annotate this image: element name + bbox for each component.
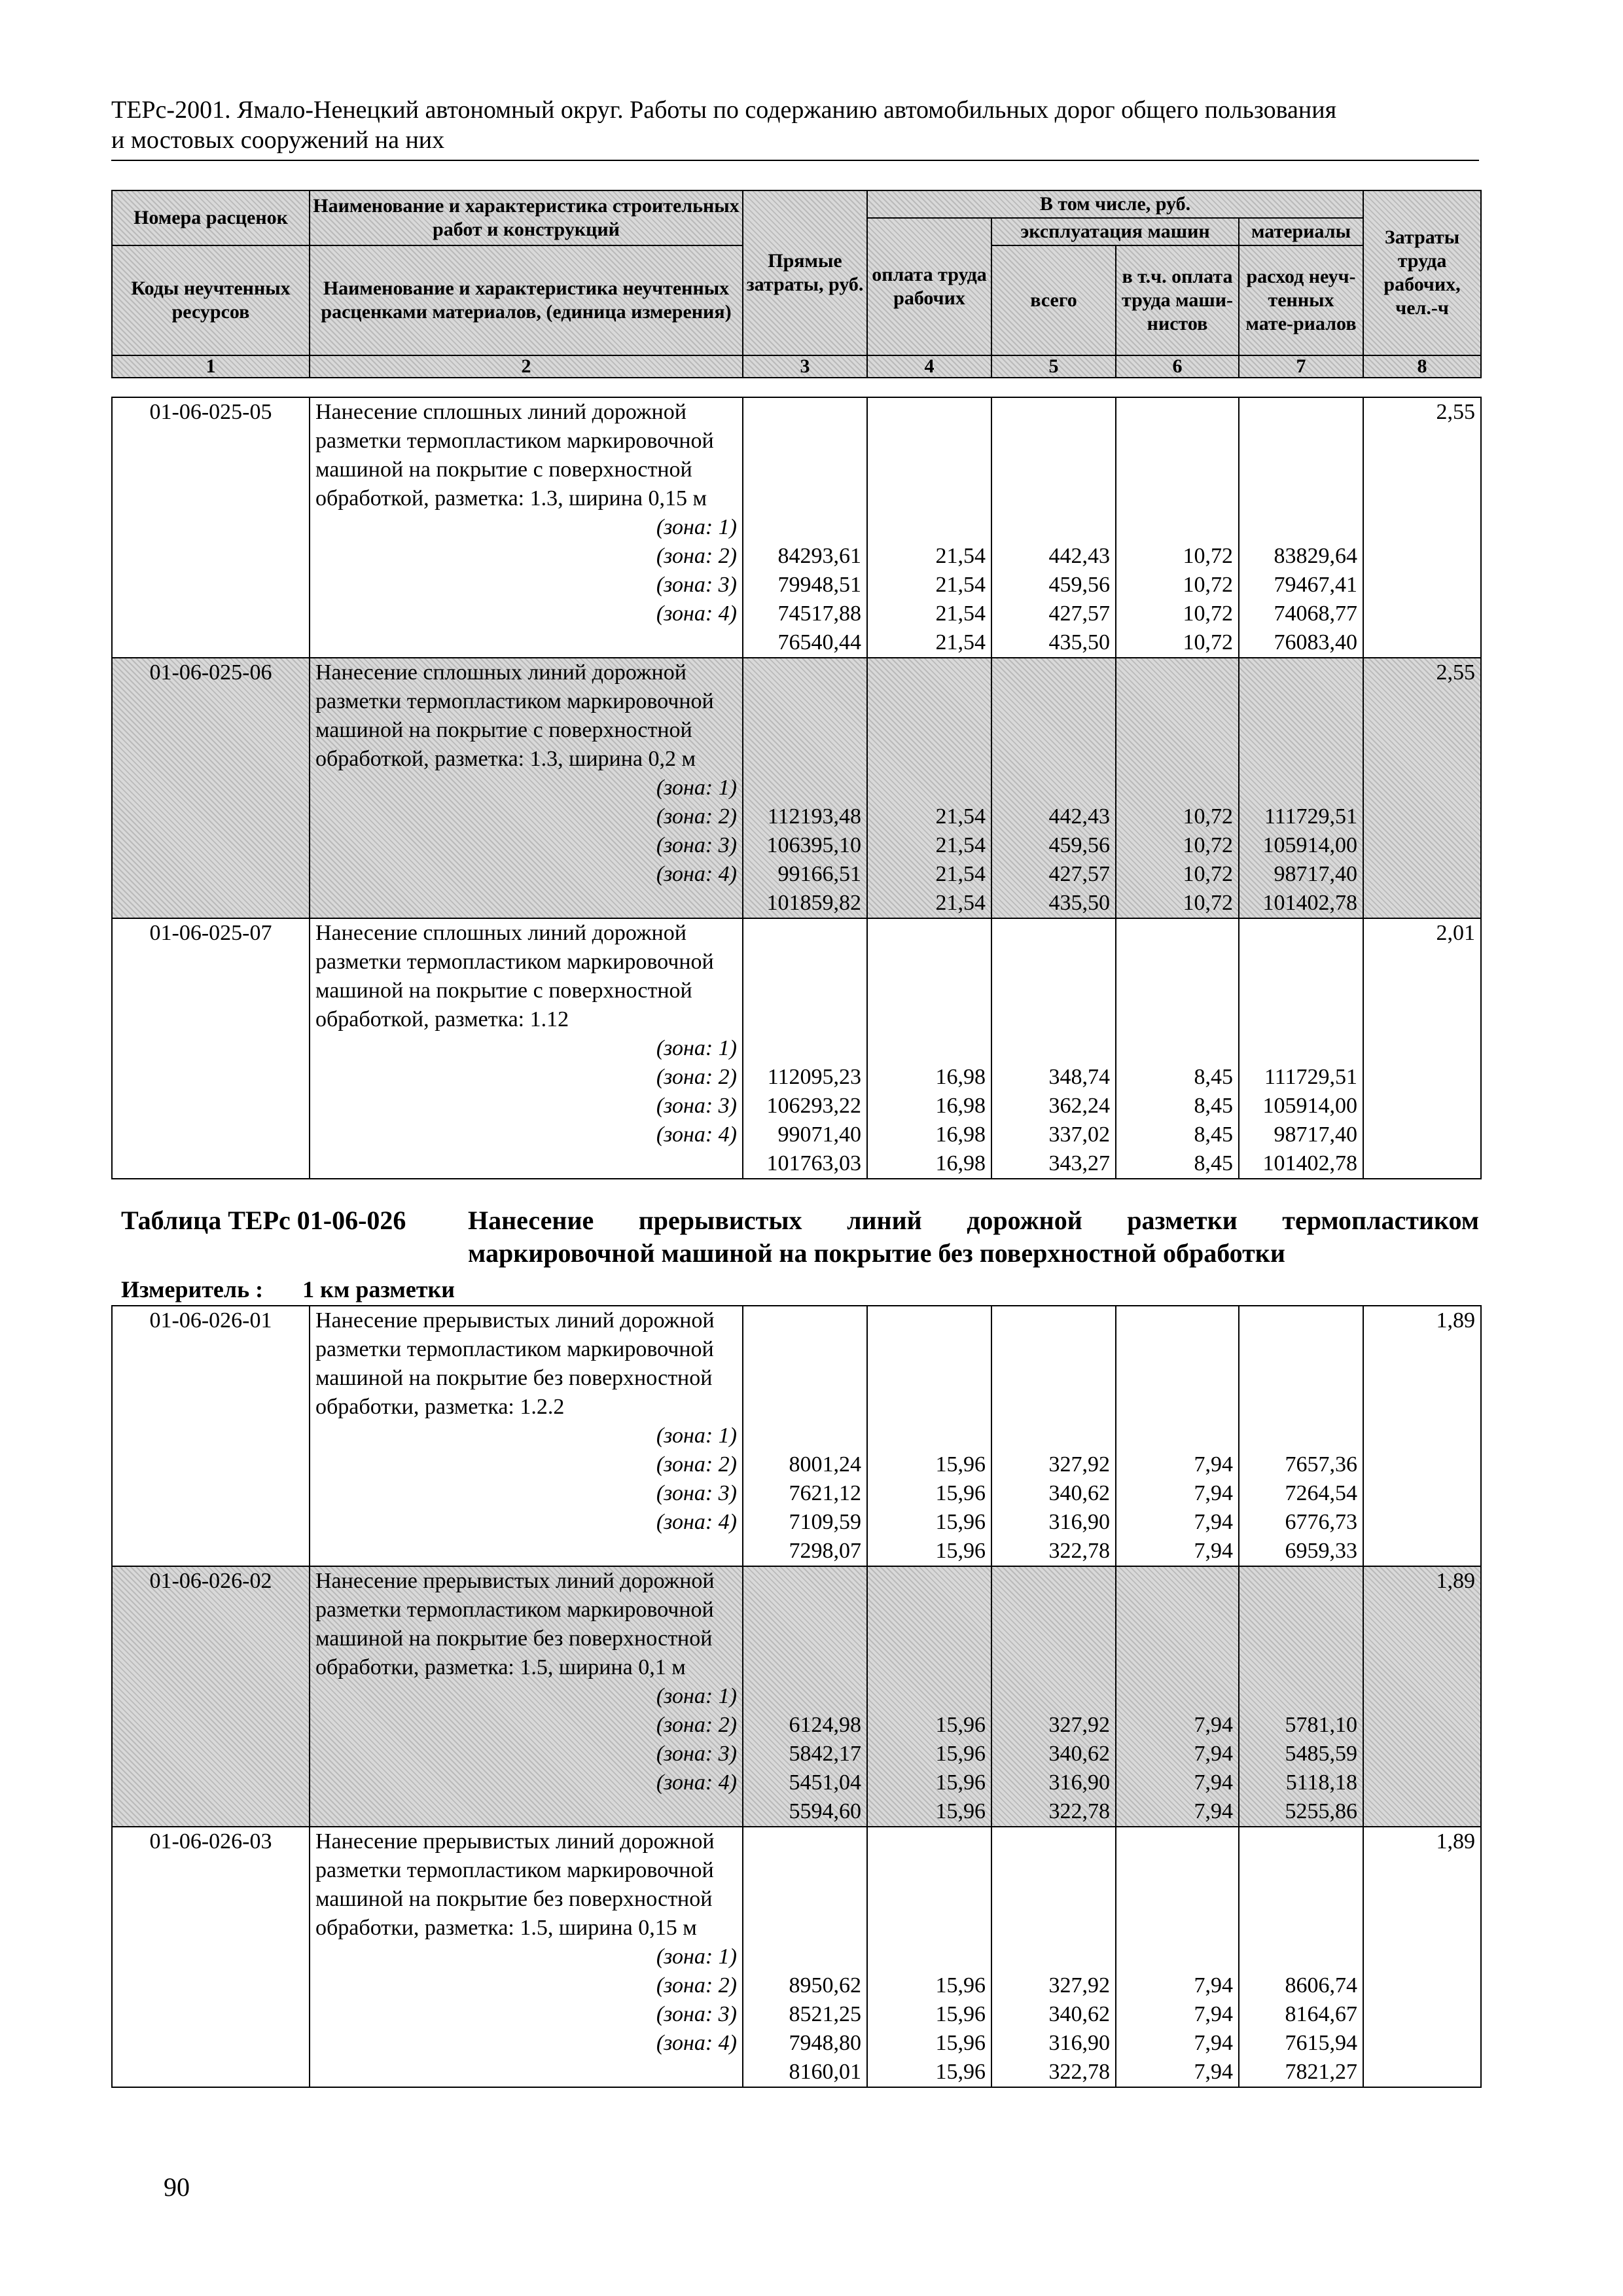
direct-costs-value: 99166,51 — [777, 862, 861, 886]
machinist-wages-value: 8,45 — [1194, 1094, 1233, 1118]
labor-costs: 2,01 — [1363, 918, 1481, 1179]
direct-costs-value: 5451,04 — [789, 1770, 861, 1795]
worker-wages-value: 15,96 — [935, 2002, 986, 2026]
machine-costs-value: 459,56 — [1048, 833, 1110, 857]
work-description-text: Нанесение прерывистых линий дорожной разметки термопластиком маркировочной машиной на покрытие без поверхностной обработки, разметка: 1.5, ширина 0,1 м — [315, 1569, 715, 1679]
work-description — [310, 397, 743, 658]
column-number: 7 — [1239, 355, 1363, 378]
zone-label: (зона: 3) — [656, 2002, 737, 2026]
material-costs-value: 111729,51 — [1264, 804, 1357, 829]
column-number: 4 — [867, 355, 991, 378]
machine-costs-value: 316,90 — [1048, 1510, 1110, 1534]
direct-costs-value: 7298,07 — [789, 1539, 861, 1563]
zone-label: (зона: 3) — [656, 573, 737, 597]
material-costs-value: 74068,77 — [1274, 601, 1357, 626]
zone-label: (зона: 3) — [656, 1742, 737, 1766]
direct-costs-value: 79948,51 — [777, 573, 861, 597]
header-including: В том числе, руб. — [867, 190, 1363, 218]
direct-costs-value: 112193,48 — [767, 804, 861, 829]
material-costs-value: 105914,00 — [1262, 833, 1357, 857]
machine-costs-value: 322,78 — [1048, 2060, 1110, 2084]
header-work-name: Наименование и характеристика строительных работ и конструкций — [310, 190, 743, 245]
direct-costs-value: 5594,60 — [789, 1799, 861, 1823]
material-costs-value: 98717,40 — [1274, 862, 1357, 886]
machinist-wages-value: 10,72 — [1183, 544, 1233, 568]
material-costs-value: 83829,64 — [1274, 544, 1357, 568]
machine-costs-value: 316,90 — [1048, 2031, 1110, 2055]
column-number: 6 — [1116, 355, 1239, 378]
machine-costs-value: 316,90 — [1048, 1770, 1110, 1795]
column-number: 2 — [310, 355, 743, 378]
machinist-wages — [1116, 658, 1239, 918]
worker-wages-value: 16,98 — [935, 1151, 986, 1175]
machinist-wages-value: 7,94 — [1194, 1510, 1233, 1534]
machine-costs — [991, 1827, 1116, 2087]
rate-code: 01-06-025-07 — [112, 918, 310, 1179]
machinist-wages-value: 7,94 — [1194, 1770, 1233, 1795]
page-number: 90 — [164, 2172, 190, 2202]
direct-costs — [743, 918, 867, 1179]
worker-wages — [867, 918, 991, 1179]
material-costs-value: 8164,67 — [1285, 2002, 1357, 2026]
machine-costs-value: 322,78 — [1048, 1539, 1110, 1563]
header-machines-total: всего — [991, 245, 1116, 355]
measure-unit-value: 1 км разметки — [302, 1276, 455, 1302]
machinist-wages-value: 8,45 — [1194, 1122, 1233, 1147]
labor-costs: 2,55 — [1363, 397, 1481, 658]
machinist-wages-value: 10,72 — [1183, 891, 1233, 915]
work-description-text: Нанесение сплошных линий дорожной разметки термопластиком маркировочной машиной на покрытие с поверхностной обработкой, разметка: 1.3, ширина 0,15 м — [315, 400, 714, 511]
material-costs-value: 7657,36 — [1285, 1452, 1357, 1477]
header-labor-costs: Затраты труда рабочих, чел.-ч — [1363, 190, 1481, 355]
material-costs-value: 6776,73 — [1285, 1510, 1357, 1534]
material-costs — [1239, 1306, 1363, 1566]
zone-label: (зона: 1) — [656, 1945, 737, 1969]
material-costs-value: 5118,18 — [1285, 1770, 1357, 1795]
worker-wages-value: 15,96 — [935, 1770, 986, 1795]
material-costs-value: 79467,41 — [1274, 573, 1357, 597]
column-number: 3 — [743, 355, 867, 378]
column-number: 1 — [112, 355, 310, 378]
direct-costs-value: 8001,24 — [789, 1452, 861, 1477]
zone-label: (зона: 3) — [656, 1481, 737, 1505]
material-costs — [1239, 1827, 1363, 2087]
machinist-wages — [1116, 1566, 1239, 1827]
work-description — [310, 918, 743, 1179]
worker-wages-value: 21,54 — [935, 862, 986, 886]
header-wages: оплата труда рабочих — [867, 218, 991, 355]
worker-wages-value: 21,54 — [935, 544, 986, 568]
zone-label: (зона: 4) — [656, 1510, 737, 1534]
material-costs — [1239, 1566, 1363, 1827]
worker-wages-value: 15,96 — [935, 2060, 986, 2084]
machine-costs-value: 337,02 — [1048, 1122, 1110, 1147]
direct-costs-value: 99071,40 — [777, 1122, 861, 1147]
worker-wages — [867, 1566, 991, 1827]
work-description-text: Нанесение прерывистых линий дорожной разметки термопластиком маркировочной машиной на покрытие без поверхностной обработки, разметка: 1.2.2 — [315, 1308, 715, 1419]
header-machines: эксплуатация машин — [991, 218, 1239, 245]
material-costs-value: 7264,54 — [1285, 1481, 1357, 1505]
rates-table-header — [111, 190, 1482, 378]
material-costs-value: 105914,00 — [1262, 1094, 1357, 1118]
machine-costs — [991, 397, 1116, 658]
worker-wages-value: 21,54 — [935, 630, 986, 655]
material-costs-value: 7615,94 — [1285, 2031, 1357, 2055]
material-costs-value: 5781,10 — [1285, 1713, 1357, 1737]
running-header-line-2: и мостовых сооружений на них — [111, 126, 445, 154]
machinist-wages-value: 10,72 — [1183, 804, 1233, 829]
worker-wages-value: 15,96 — [935, 1742, 986, 1766]
direct-costs-value: 5842,17 — [789, 1742, 861, 1766]
zone-label: (зона: 3) — [656, 1094, 737, 1118]
worker-wages-value: 15,96 — [935, 1713, 986, 1737]
header-materials: материалы — [1239, 218, 1363, 245]
machinist-wages — [1116, 1306, 1239, 1566]
rate-code: 01-06-026-01 — [112, 1306, 310, 1566]
worker-wages-value: 15,96 — [935, 2031, 986, 2055]
machinist-wages-value: 10,72 — [1183, 862, 1233, 886]
direct-costs-value: 8160,01 — [789, 2060, 861, 2084]
worker-wages-value: 21,54 — [935, 573, 986, 597]
worker-wages-value: 15,96 — [935, 1481, 986, 1505]
table-title: Нанесение прерывистых линий дорожной разметки термопластиком маркировочной машиной на покрытие без поверхностной обработки — [468, 1206, 1479, 1268]
machinist-wages-value: 7,94 — [1194, 2002, 1233, 2026]
direct-costs-value: 6124,98 — [789, 1713, 861, 1737]
direct-costs-value: 8950,62 — [789, 1973, 861, 1998]
worker-wages-value: 15,96 — [935, 1973, 986, 1998]
machine-costs-value: 322,78 — [1048, 1799, 1110, 1823]
worker-wages-value: 16,98 — [935, 1122, 986, 1147]
direct-costs-value: 7109,59 — [789, 1510, 861, 1534]
machinist-wages-value: 7,94 — [1194, 2060, 1233, 2084]
machinist-wages — [1116, 397, 1239, 658]
direct-costs-value: 7621,12 — [789, 1481, 861, 1505]
machine-costs-value: 427,57 — [1048, 601, 1110, 626]
rate-code: 01-06-026-03 — [112, 1827, 310, 2087]
material-costs — [1239, 658, 1363, 918]
material-costs-value: 111729,51 — [1264, 1065, 1357, 1089]
labor-costs: 1,89 — [1363, 1566, 1481, 1827]
zone-label: (зона: 1) — [656, 515, 737, 539]
material-costs-value: 98717,40 — [1274, 1122, 1357, 1147]
machinist-wages-value: 7,94 — [1194, 2031, 1233, 2055]
column-number: 8 — [1363, 355, 1481, 378]
machine-costs-value: 459,56 — [1048, 573, 1110, 597]
direct-costs-value: 76540,44 — [777, 630, 861, 655]
zone-label: (зона: 1) — [656, 1424, 737, 1448]
direct-costs-value: 84293,61 — [777, 544, 861, 568]
machinist-wages-value: 7,94 — [1194, 1973, 1233, 1998]
machine-costs-value: 348,74 — [1048, 1065, 1110, 1089]
direct-costs — [743, 397, 867, 658]
machinist-wages-value: 7,94 — [1194, 1539, 1233, 1563]
zone-label: (зона: 2) — [656, 1713, 737, 1737]
material-costs-value: 76083,40 — [1274, 630, 1357, 655]
rates-table-01-06-026 — [111, 1305, 1482, 2088]
rate-code: 01-06-026-02 — [112, 1566, 310, 1827]
work-description — [310, 658, 743, 918]
direct-costs — [743, 1566, 867, 1827]
machine-costs — [991, 1306, 1116, 1566]
worker-wages — [867, 1306, 991, 1566]
direct-costs-value: 8521,25 — [789, 2002, 861, 2026]
machinist-wages-value: 10,72 — [1183, 601, 1233, 626]
direct-costs-value: 101763,03 — [766, 1151, 861, 1175]
worker-wages-value: 16,98 — [935, 1065, 986, 1089]
machinist-wages — [1116, 1827, 1239, 2087]
machine-costs-value: 327,92 — [1048, 1713, 1110, 1737]
machine-costs-value: 427,57 — [1048, 862, 1110, 886]
worker-wages — [867, 397, 991, 658]
worker-wages-value: 21,54 — [935, 833, 986, 857]
header-unaccounted-materials: Наименование и характеристика неучтенных расценками материалов, (единица измерения) — [310, 245, 743, 355]
worker-wages-value: 16,98 — [935, 1094, 986, 1118]
zone-label: (зона: 1) — [656, 1684, 737, 1708]
measure-unit-label: Измеритель : — [121, 1276, 264, 1302]
machinist-wages-value: 8,45 — [1194, 1065, 1233, 1089]
labor-costs: 1,89 — [1363, 1827, 1481, 2087]
worker-wages — [867, 658, 991, 918]
zone-label: (зона: 4) — [656, 862, 737, 886]
header-direct-costs: Прямые затраты, руб. — [743, 190, 867, 355]
machinist-wages-value: 8,45 — [1194, 1151, 1233, 1175]
direct-costs — [743, 1306, 867, 1566]
machinist-wages-value: 10,72 — [1183, 833, 1233, 857]
zone-label: (зона: 2) — [656, 1452, 737, 1477]
worker-wages-value: 21,54 — [935, 601, 986, 626]
zone-label: (зона: 2) — [656, 1065, 737, 1089]
material-costs-value: 6959,33 — [1285, 1539, 1357, 1563]
table-row — [112, 1827, 1481, 2087]
zone-label: (зона: 4) — [656, 2031, 737, 2055]
rates-table-01-06-025 — [111, 397, 1482, 1179]
zone-label: (зона: 2) — [656, 1973, 737, 1998]
material-costs — [1239, 397, 1363, 658]
machine-costs — [991, 918, 1116, 1179]
zone-label: (зона: 1) — [656, 1036, 737, 1060]
worker-wages-value: 21,54 — [935, 891, 986, 915]
machinist-wages — [1116, 918, 1239, 1179]
machinist-wages-value: 7,94 — [1194, 1713, 1233, 1737]
labor-costs: 1,89 — [1363, 1306, 1481, 1566]
direct-costs-value: 106395,10 — [766, 833, 861, 857]
direct-costs — [743, 658, 867, 918]
header-machinist-wages: в т.ч. оплата труда маши-нистов — [1116, 245, 1239, 355]
table-label: Таблица ТЕРс 01-06-026 — [121, 1206, 406, 1235]
material-costs — [1239, 918, 1363, 1179]
material-costs-value: 7821,27 — [1285, 2060, 1357, 2084]
worker-wages-value: 21,54 — [935, 804, 986, 829]
machine-costs — [991, 1566, 1116, 1827]
machine-costs-value: 362,24 — [1048, 1094, 1110, 1118]
header-resource-codes: Коды неучтенных ресурсов — [112, 245, 310, 355]
machine-costs-value: 442,43 — [1048, 544, 1110, 568]
machine-costs-value: 340,62 — [1048, 1481, 1110, 1505]
zone-label: (зона: 2) — [656, 804, 737, 829]
direct-costs — [743, 1827, 867, 2087]
rate-code: 01-06-025-05 — [112, 397, 310, 658]
machine-costs-value: 327,92 — [1048, 1973, 1110, 1998]
zone-label: (зона: 3) — [656, 833, 737, 857]
work-description — [310, 1566, 743, 1827]
work-description-text: Нанесение сплошных линий дорожной разметки термопластиком маркировочной машиной на покрытие с поверхностной обработкой, разметка: 1.12 — [315, 921, 714, 1031]
rate-code: 01-06-025-06 — [112, 658, 310, 918]
material-costs-value: 5255,86 — [1285, 1799, 1357, 1823]
header-material-consumption: расход неуч-тенных мате-риалов — [1239, 245, 1363, 355]
labor-costs: 2,55 — [1363, 658, 1481, 918]
machine-costs-value: 340,62 — [1048, 2002, 1110, 2026]
header-rule — [111, 160, 1479, 161]
worker-wages-value: 15,96 — [935, 1539, 986, 1563]
zone-label: (зона: 2) — [656, 544, 737, 568]
machinist-wages-value: 7,94 — [1194, 1799, 1233, 1823]
direct-costs-value: 7948,80 — [789, 2031, 861, 2055]
zone-label: (зона: 4) — [656, 601, 737, 626]
machine-costs-value: 435,50 — [1048, 630, 1110, 655]
table-row — [112, 397, 1481, 658]
work-description-text: Нанесение прерывистых линий дорожной разметки термопластиком маркировочной машиной на покрытие без поверхностной обработки, разметка: 1.5, ширина 0,15 м — [315, 1829, 715, 1940]
work-description-text: Нанесение сплошных линий дорожной разметки термопластиком маркировочной машиной на покрытие с поверхностной обработкой, разметка: 1.3, ширина 0,2 м — [315, 660, 714, 771]
direct-costs-value: 112095,23 — [767, 1065, 861, 1089]
machinist-wages-value: 10,72 — [1183, 573, 1233, 597]
table-row — [112, 1306, 1481, 1566]
machine-costs-value: 327,92 — [1048, 1452, 1110, 1477]
direct-costs-value: 106293,22 — [766, 1094, 861, 1118]
measure-unit — [121, 1275, 455, 1304]
column-number: 5 — [991, 355, 1116, 378]
material-costs-value: 101402,78 — [1262, 891, 1357, 915]
work-description — [310, 1827, 743, 2087]
zone-label: (зона: 4) — [656, 1770, 737, 1795]
header-rate-numbers: Номера расценок — [112, 190, 310, 245]
machinist-wages-value: 7,94 — [1194, 1742, 1233, 1766]
machine-costs-value: 435,50 — [1048, 891, 1110, 915]
material-costs-value: 101402,78 — [1262, 1151, 1357, 1175]
machinist-wages-value: 7,94 — [1194, 1452, 1233, 1477]
machine-costs-value: 442,43 — [1048, 804, 1110, 829]
machine-costs-value: 343,27 — [1048, 1151, 1110, 1175]
table-row — [112, 658, 1481, 918]
direct-costs-value: 101859,82 — [766, 891, 861, 915]
material-costs-value: 5485,59 — [1285, 1742, 1357, 1766]
machinist-wages-value: 7,94 — [1194, 1481, 1233, 1505]
machine-costs — [991, 658, 1116, 918]
worker-wages-value: 15,96 — [935, 1510, 986, 1534]
zone-label: (зона: 1) — [656, 776, 737, 800]
material-costs-value: 8606,74 — [1285, 1973, 1357, 1998]
running-header — [111, 95, 1479, 155]
worker-wages — [867, 1827, 991, 2087]
zone-label: (зона: 4) — [656, 1122, 737, 1147]
machine-costs-value: 340,62 — [1048, 1742, 1110, 1766]
table-row — [112, 1566, 1481, 1827]
direct-costs-value: 74517,88 — [777, 601, 861, 626]
table-row — [112, 918, 1481, 1179]
machinist-wages-value: 10,72 — [1183, 630, 1233, 655]
work-description — [310, 1306, 743, 1566]
worker-wages-value: 15,96 — [935, 1799, 986, 1823]
worker-wages-value: 15,96 — [935, 1452, 986, 1477]
running-header-line-1: ТЕРс-2001. Ямало-Ненецкий автономный округ. Работы по содержанию автомобильных дорог общего пользования — [111, 96, 1337, 124]
